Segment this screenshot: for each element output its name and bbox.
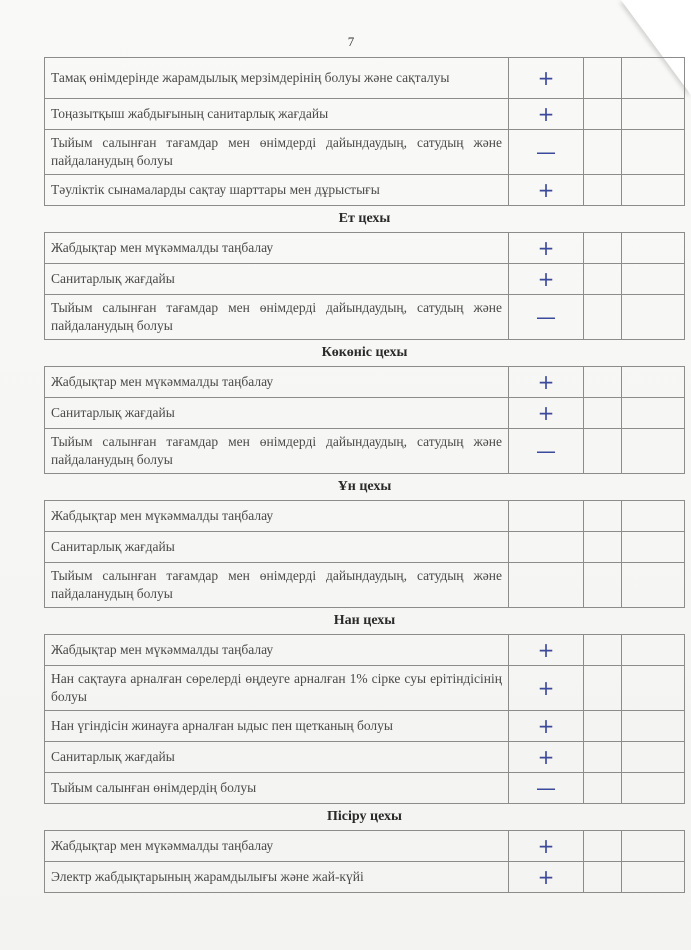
plus-mark: + — [509, 175, 584, 206]
criterion-text: Тамақ өнімдерінде жарамдылық мерзімдерінің болуы және сақталуы — [45, 58, 509, 99]
empty-cell — [584, 635, 622, 666]
empty-cell — [584, 130, 622, 175]
empty-cell — [622, 501, 685, 532]
plus-mark: + — [509, 99, 584, 130]
empty-cell — [584, 367, 622, 398]
checklist-row — [45, 58, 685, 99]
empty-cell — [584, 264, 622, 295]
empty-cell — [584, 862, 622, 893]
checklist-row — [45, 429, 685, 474]
empty-cell — [622, 711, 685, 742]
criterion-text: Нан үгіндісін жинауға арналған ыдыс пен щетканың болуы — [45, 711, 509, 742]
empty-cell — [584, 398, 622, 429]
empty-cell — [622, 862, 685, 893]
criterion-text: Тоңазытқыш жабдығының санитарлық жағдайы — [45, 99, 509, 130]
minus-mark: — — [509, 295, 584, 340]
checklist-body — [45, 58, 685, 893]
criterion-text: Нан сақтауға арналған сөрелерді өңдеуге арналған 1% сірке суы ерітіндісінің болуы — [45, 666, 509, 711]
empty-cell — [622, 264, 685, 295]
empty-cell — [584, 429, 622, 474]
empty-cell — [622, 99, 685, 130]
criterion-text: Электр жабдықтарының жарамдылығы және жай-күйі — [45, 862, 509, 893]
empty-cell — [584, 742, 622, 773]
empty-cell — [584, 563, 622, 608]
checklist-row — [45, 773, 685, 804]
checklist-row — [45, 501, 685, 532]
checklist-row — [45, 742, 685, 773]
empty-cell — [622, 635, 685, 666]
page-number: 7 — [347, 34, 355, 49]
checklist-row — [45, 175, 685, 206]
section-title: Көкөніс цехы — [45, 340, 685, 367]
criterion-text: Жабдықтар мен мүкәммалды таңбалау — [45, 831, 509, 862]
section-title: Ұн цехы — [45, 474, 685, 501]
empty-cell — [584, 711, 622, 742]
criterion-text: Жабдықтар мен мүкәммалды таңбалау — [45, 367, 509, 398]
empty-cell — [584, 99, 622, 130]
empty-mark-cell — [509, 532, 584, 563]
empty-cell — [622, 58, 685, 99]
empty-cell — [622, 130, 685, 175]
plus-mark: + — [509, 233, 584, 264]
checklist-row — [45, 233, 685, 264]
minus-mark: — — [509, 429, 584, 474]
empty-cell — [622, 532, 685, 563]
empty-cell — [584, 532, 622, 563]
criterion-text: Тыйым салынған тағамдар мен өнімдерді дайындаудың, сатудың және пайдаланудың болуы — [45, 429, 509, 474]
criterion-text: Санитарлық жағдайы — [45, 264, 509, 295]
empty-cell — [622, 175, 685, 206]
checklist-row — [45, 635, 685, 666]
plus-mark: + — [509, 862, 584, 893]
checklist-row — [45, 862, 685, 893]
criterion-text: Тыйым салынған тағамдар мен өнімдерді дайындаудың, сатудың және пайдаланудың болуы — [45, 563, 509, 608]
checklist-row — [45, 130, 685, 175]
empty-cell — [622, 666, 685, 711]
plus-mark: + — [509, 831, 584, 862]
empty-cell — [584, 501, 622, 532]
empty-cell — [622, 295, 685, 340]
section-header-row — [45, 608, 685, 635]
criterion-text: Тәуліктік сынамаларды сақтау шарттары мен дұрыстығы — [45, 175, 509, 206]
criterion-text: Жабдықтар мен мүкәммалды таңбалау — [45, 635, 509, 666]
empty-cell — [622, 831, 685, 862]
checklist-row — [45, 666, 685, 711]
checklist-row — [45, 532, 685, 563]
empty-cell — [584, 233, 622, 264]
checklist-row — [45, 831, 685, 862]
minus-mark: — — [509, 130, 584, 175]
criterion-text: Санитарлық жағдайы — [45, 532, 509, 563]
checklist-table — [44, 57, 685, 893]
criterion-text: Тыйым салынған өнімдердің болуы — [45, 773, 509, 804]
plus-mark: + — [509, 398, 584, 429]
empty-cell — [584, 58, 622, 99]
empty-cell — [622, 773, 685, 804]
checklist-row — [45, 367, 685, 398]
criterion-text: Санитарлық жағдайы — [45, 742, 509, 773]
section-header-row — [45, 340, 685, 367]
criterion-text: Тыйым салынған тағамдар мен өнімдерді дайындаудың, сатудың және пайдаланудың болуы — [45, 295, 509, 340]
plus-mark: + — [509, 711, 584, 742]
criterion-text: Жабдықтар мен мүкәммалды таңбалау — [45, 233, 509, 264]
section-title: Нан цехы — [45, 608, 685, 635]
empty-cell — [584, 175, 622, 206]
checklist-row — [45, 295, 685, 340]
empty-cell — [622, 563, 685, 608]
empty-cell — [622, 233, 685, 264]
plus-mark: + — [509, 742, 584, 773]
checklist-row — [45, 563, 685, 608]
checklist-row — [45, 99, 685, 130]
section-header-row — [45, 206, 685, 233]
empty-mark-cell — [509, 501, 584, 532]
criterion-text: Тыйым салынған тағамдар мен өнімдерді дайындаудың, сатудың және пайдаланудың болуы — [45, 130, 509, 175]
empty-mark-cell — [509, 563, 584, 608]
plus-mark: + — [509, 264, 584, 295]
minus-mark: — — [509, 773, 584, 804]
section-header-row — [45, 474, 685, 501]
section-title: Ет цехы — [45, 206, 685, 233]
checklist-row — [45, 264, 685, 295]
criterion-text: Жабдықтар мен мүкәммалды таңбалау — [45, 501, 509, 532]
empty-cell — [584, 295, 622, 340]
empty-cell — [584, 666, 622, 711]
checklist-row — [45, 711, 685, 742]
empty-cell — [622, 367, 685, 398]
plus-mark: + — [509, 367, 584, 398]
section-title: Пісіру цехы — [45, 804, 685, 831]
criterion-text: Санитарлық жағдайы — [45, 398, 509, 429]
checklist-row — [45, 398, 685, 429]
plus-mark: + — [509, 635, 584, 666]
plus-mark: + — [509, 58, 584, 99]
empty-cell — [584, 831, 622, 862]
empty-cell — [622, 398, 685, 429]
empty-cell — [622, 742, 685, 773]
empty-cell — [622, 429, 685, 474]
checklist-table-wrapper — [44, 57, 684, 893]
section-header-row — [45, 804, 685, 831]
plus-mark: + — [509, 666, 584, 711]
empty-cell — [584, 773, 622, 804]
